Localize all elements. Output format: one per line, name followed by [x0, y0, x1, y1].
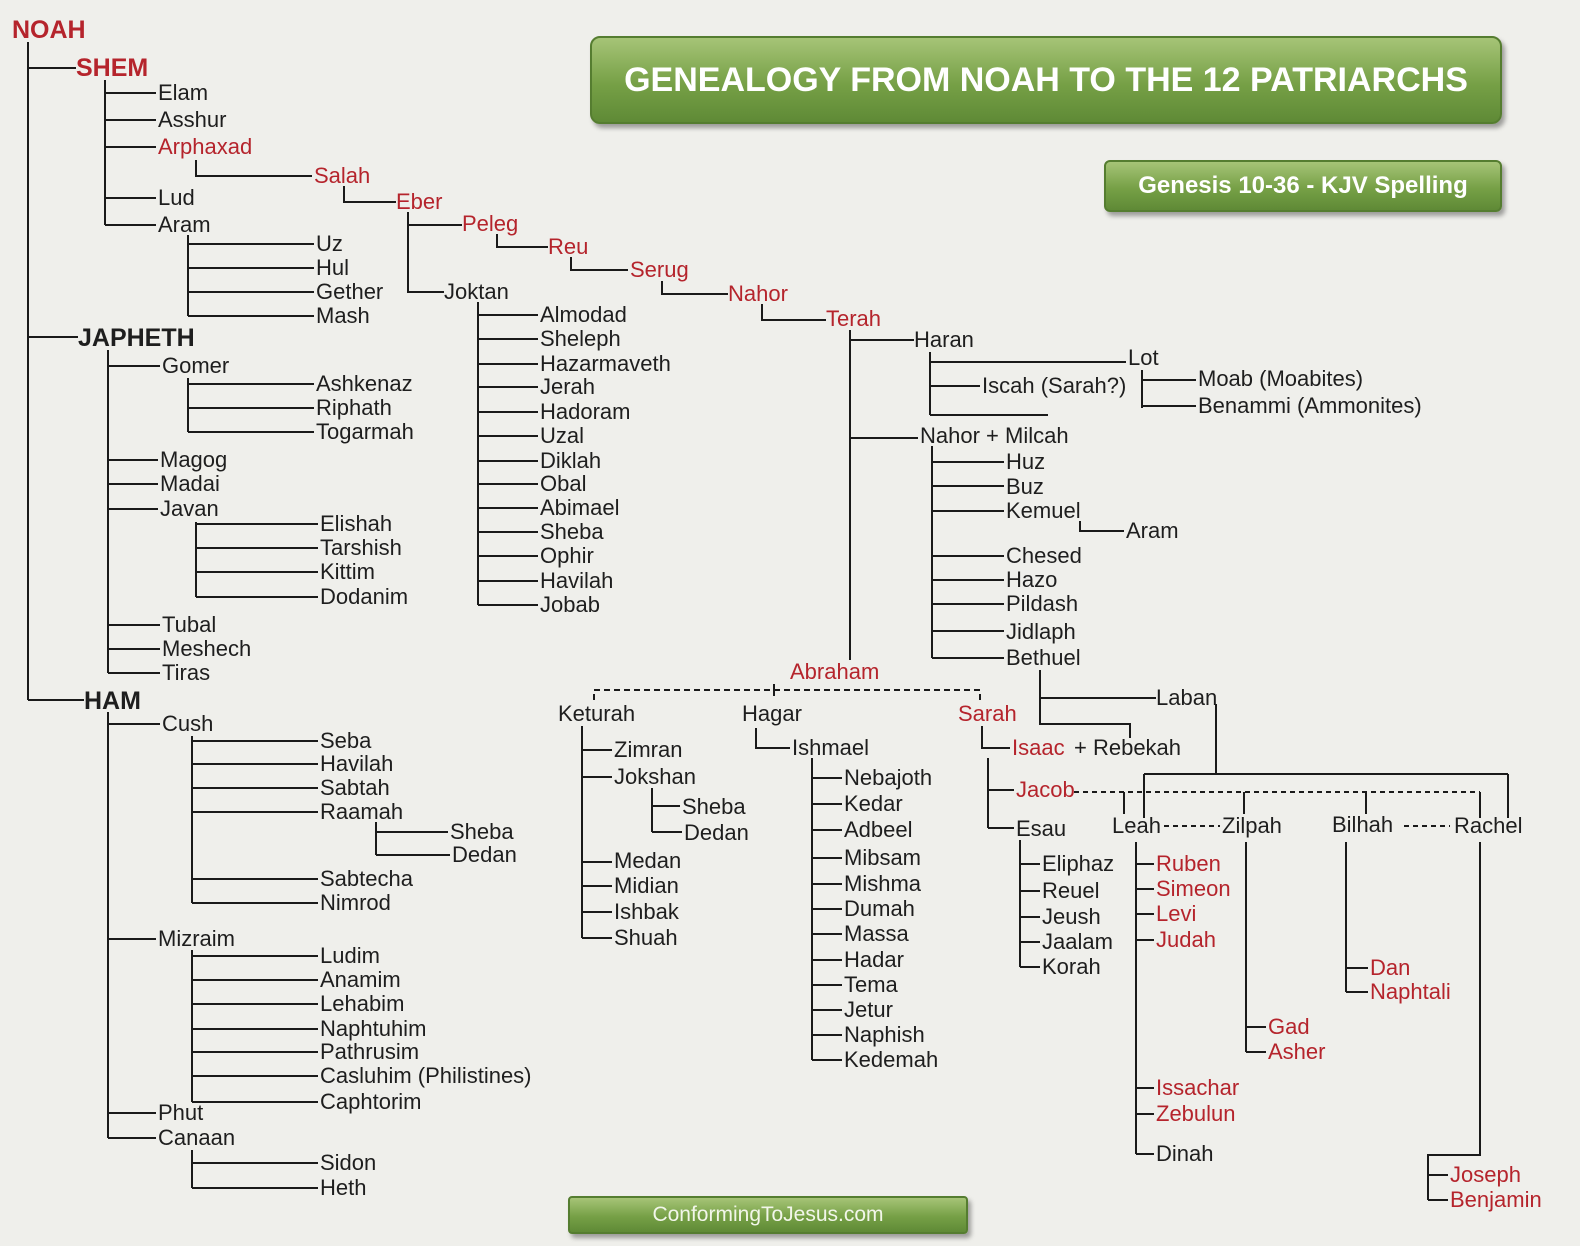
name-noah: NOAH: [12, 16, 86, 44]
name-midian: Midian: [614, 873, 679, 898]
name-mizraim: Mizraim: [158, 926, 235, 951]
name-issachar: Issachar: [1156, 1075, 1240, 1100]
name-seba: Seba: [320, 728, 372, 753]
name-riphath: Riphath: [316, 395, 392, 420]
name-huz: Huz: [1006, 449, 1046, 474]
name-mibsam: Mibsam: [844, 845, 922, 870]
name-diklah: Diklah: [540, 448, 602, 473]
name-haran: Haran: [914, 327, 974, 352]
name-sheba-raamah: Sheba: [450, 819, 514, 844]
name-hadar: Hadar: [844, 947, 904, 972]
name-abraham: Abraham: [790, 659, 880, 684]
name-dedan-raamah: Dedan: [452, 842, 517, 867]
name-judah: Judah: [1156, 927, 1216, 952]
name-sidon: Sidon: [320, 1150, 377, 1175]
name-ludim: Ludim: [320, 943, 380, 968]
name-terah: Terah: [826, 306, 882, 331]
name-dedan-jokshan: Dedan: [684, 820, 749, 845]
name-chesed: Chesed: [1006, 543, 1082, 568]
name-benammi: Benammi (Ammonites): [1198, 393, 1422, 418]
name-simeon: Simeon: [1156, 876, 1231, 901]
name-jidlaph: Jidlaph: [1006, 619, 1076, 644]
name-shem: SHEM: [76, 54, 149, 82]
name-nebajoth: Nebajoth: [844, 765, 933, 790]
name-togarmah: Togarmah: [316, 419, 414, 444]
name-mishma: Mishma: [844, 871, 922, 896]
name-levi: Levi: [1156, 901, 1197, 926]
name-heth: Heth: [320, 1175, 367, 1200]
name-hazo: Hazo: [1006, 567, 1058, 592]
name-havilah-cush: Havilah: [320, 751, 394, 776]
name-bilhah: Bilhah: [1332, 812, 1394, 837]
name-abimael: Abimael: [540, 495, 620, 520]
name-adbeel: Adbeel: [844, 817, 913, 842]
name-laban: Laban: [1156, 685, 1218, 710]
name-sheba-joktan: Sheba: [540, 519, 604, 544]
name-ishmael: Ishmael: [792, 735, 870, 760]
name-gad: Gad: [1268, 1014, 1310, 1039]
name-benjamin: Benjamin: [1450, 1187, 1542, 1212]
name-joseph: Joseph: [1450, 1162, 1521, 1187]
name-sheleph: Sheleph: [540, 326, 621, 351]
name-uzal: Uzal: [540, 423, 585, 448]
name-nahor: Nahor: [728, 281, 788, 306]
name-jerah: Jerah: [540, 374, 596, 399]
name-tema: Tema: [844, 972, 898, 997]
name-naphtuhim: Naphtuhim: [320, 1016, 427, 1041]
name-leah: Leah: [1112, 813, 1161, 838]
name-jokshan: Jokshan: [614, 764, 696, 789]
name-gether: Gether: [316, 279, 384, 304]
name-reu: Reu: [548, 234, 589, 259]
name-naphish: Naphish: [844, 1022, 925, 1047]
name-pildash: Pildash: [1006, 591, 1079, 616]
name-korah: Korah: [1042, 954, 1101, 979]
name-buz: Buz: [1006, 474, 1044, 499]
name-lud: Lud: [158, 185, 195, 210]
name-sabtah: Sabtah: [320, 775, 390, 800]
name-casluhim: Casluhim (Philistines): [320, 1063, 532, 1088]
name-dumah: Dumah: [844, 896, 915, 921]
subtitle-banner: Genesis 10-36 - KJV Spelling: [1104, 160, 1502, 212]
name-uz: Uz: [316, 231, 343, 256]
name-kedemah: Kedemah: [844, 1047, 939, 1072]
name-dinah: Dinah: [1156, 1141, 1214, 1166]
name-isaac: Isaac: [1012, 735, 1065, 760]
name-dodanim: Dodanim: [320, 584, 409, 609]
name-jaalam: Jaalam: [1042, 929, 1113, 954]
name-gomer: Gomer: [162, 353, 230, 378]
name-arphaxad: Arphaxad: [158, 134, 253, 159]
name-ashkenaz: Ashkenaz: [316, 371, 413, 396]
name-ruben: Ruben: [1156, 851, 1221, 876]
name-peleg: Peleg: [462, 211, 519, 236]
name-eber: Eber: [396, 189, 443, 214]
name-obal: Obal: [540, 471, 587, 496]
name-phut: Phut: [158, 1100, 204, 1125]
name-nahor-milcah: Nahor + Milcah: [920, 423, 1069, 448]
name-lehabim: Lehabim: [320, 991, 405, 1016]
name-reuel: Reuel: [1042, 878, 1100, 903]
footer-banner: ConformingToJesus.com: [568, 1196, 968, 1234]
name-zebulun: Zebulun: [1156, 1101, 1236, 1126]
name-elam: Elam: [158, 80, 209, 105]
name-tubal: Tubal: [162, 612, 217, 637]
name-havilah-joktan: Havilah: [540, 568, 614, 593]
name-cush: Cush: [162, 711, 214, 736]
name-mash: Mash: [316, 303, 370, 328]
name-japheth: JAPHETH: [78, 324, 195, 352]
name-eliphaz: Eliphaz: [1042, 851, 1115, 876]
name-hadoram: Hadoram: [540, 399, 631, 424]
name-keturah: Keturah: [558, 701, 636, 726]
name-asher: Asher: [1268, 1039, 1326, 1064]
name-iscah: Iscah (Sarah?): [982, 373, 1127, 398]
name-hagar: Hagar: [742, 701, 802, 726]
name-kemuel: Kemuel: [1006, 498, 1081, 523]
name-esau: Esau: [1016, 816, 1067, 841]
name-caphtorim: Caphtorim: [320, 1089, 422, 1114]
name-tarshish: Tarshish: [320, 535, 402, 560]
name-aram-kemuel: Aram: [1126, 518, 1179, 543]
name-ophir: Ophir: [540, 543, 594, 568]
name-zimran: Zimran: [614, 737, 683, 762]
name-magog: Magog: [160, 447, 228, 472]
name-raamah: Raamah: [320, 799, 404, 824]
name-javan: Javan: [160, 496, 219, 521]
name-jetur: Jetur: [844, 997, 893, 1022]
name-pathrusim: Pathrusim: [320, 1039, 420, 1064]
name-lot: Lot: [1128, 345, 1159, 370]
title-banner: GENEALOGY FROM NOAH TO THE 12 PATRIARCHS: [590, 36, 1502, 124]
name-anamim: Anamim: [320, 967, 401, 992]
name-jacob: Jacob: [1016, 777, 1075, 802]
name-almodad: Almodad: [540, 302, 627, 327]
name-joktan: Joktan: [444, 279, 509, 304]
name-kedar: Kedar: [844, 791, 903, 816]
name-moab: Moab (Moabites): [1198, 366, 1364, 391]
name-bethuel: Bethuel: [1006, 645, 1081, 670]
name-tiras: Tiras: [162, 660, 211, 685]
name-nimrod: Nimrod: [320, 890, 391, 915]
name-dan: Dan: [1370, 955, 1411, 980]
name-medan: Medan: [614, 848, 682, 873]
name-jobab: Jobab: [540, 592, 600, 617]
name-madai: Madai: [160, 471, 220, 496]
name-hul: Hul: [316, 255, 350, 280]
name-rachel: Rachel: [1454, 813, 1523, 838]
name-sarah: Sarah: [958, 701, 1017, 726]
name-salah: Salah: [314, 163, 371, 188]
name-naphtali: Naphtali: [1370, 979, 1451, 1004]
name-meshech: Meshech: [162, 636, 252, 661]
name-asshur: Asshur: [158, 107, 227, 132]
name-shuah: Shuah: [614, 925, 678, 950]
name-canaan: Canaan: [158, 1125, 236, 1150]
name-ishbak: Ishbak: [614, 899, 679, 924]
name-aram: Aram: [158, 212, 211, 237]
name-elishah: Elishah: [320, 511, 393, 536]
name-massa: Massa: [844, 921, 909, 946]
name-ham: HAM: [84, 687, 141, 715]
name-rebekah: + Rebekah: [1074, 735, 1182, 760]
name-sheba-jokshan: Sheba: [682, 794, 746, 819]
name-kittim: Kittim: [320, 559, 375, 584]
name-zilpah: Zilpah: [1222, 813, 1282, 838]
name-serug: Serug: [630, 257, 689, 282]
name-hazarmaveth: Hazarmaveth: [540, 351, 671, 376]
name-jeush: Jeush: [1042, 904, 1101, 929]
name-sabtecha: Sabtecha: [320, 866, 413, 891]
